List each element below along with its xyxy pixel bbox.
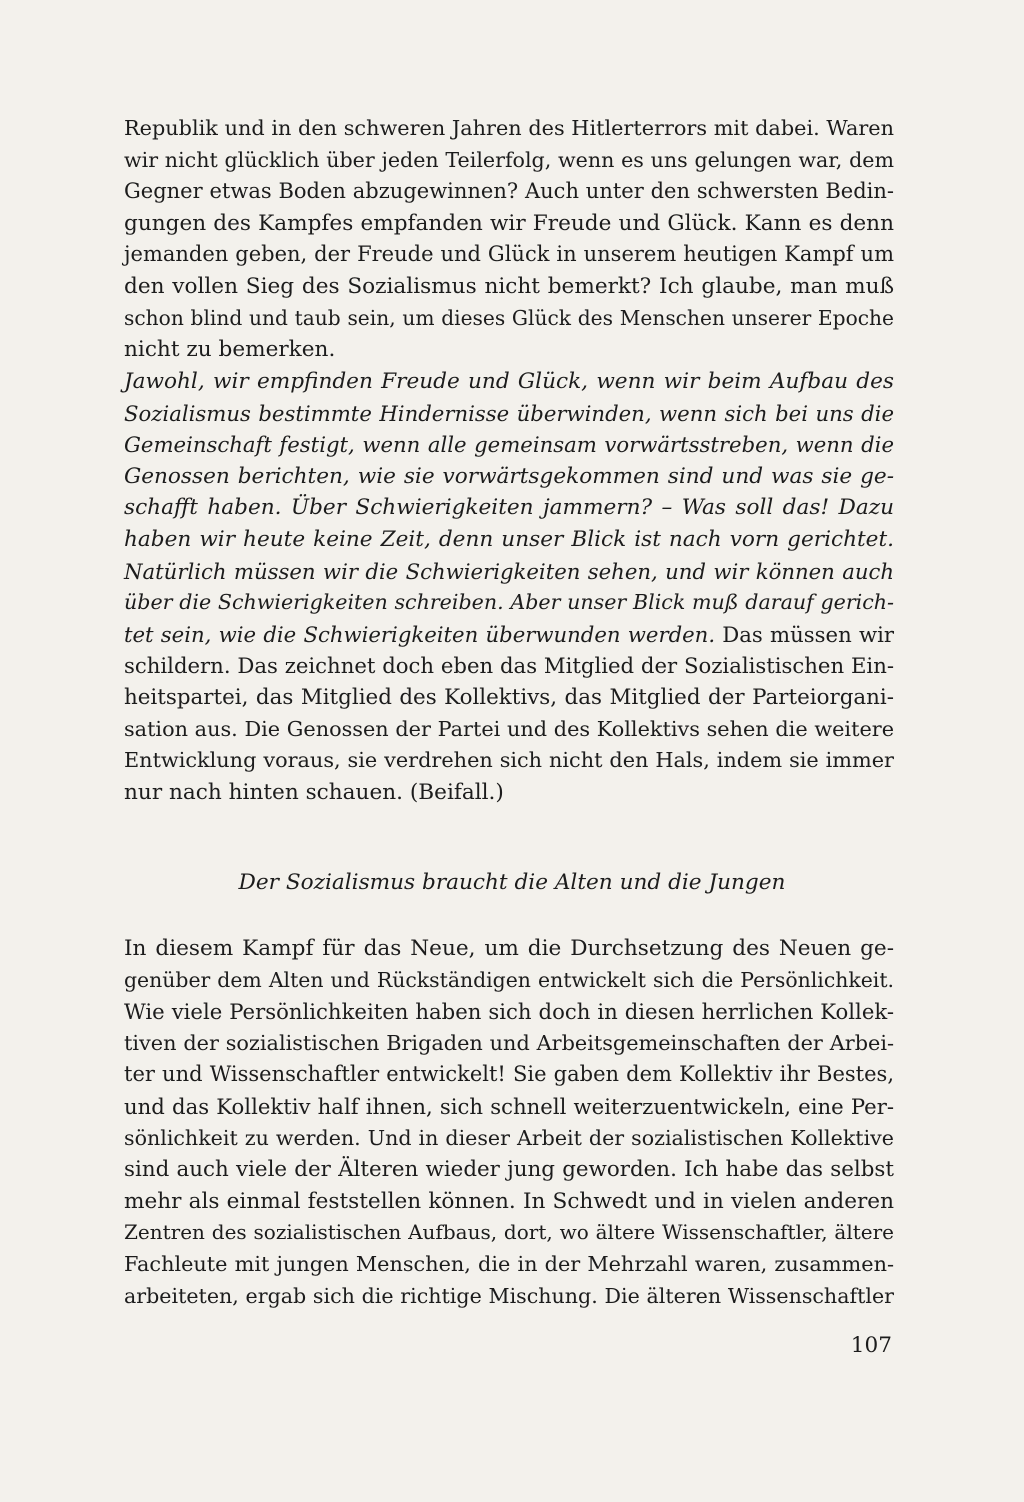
text-line: sind auch viele der Älteren wieder jung geworden. Ich habe das selbst bbox=[124, 1157, 894, 1183]
text-line bbox=[124, 461, 894, 493]
text-line bbox=[124, 650, 894, 682]
text-line: ter und Wissenschaftler entwickelt! Sie gaben dem Kollektiv ihr Bestes, bbox=[124, 1062, 894, 1087]
text-line: und das Kollektiv half ihnen, sich schnell weiterzuentwickeln, eine Per- bbox=[124, 1093, 894, 1119]
text-line bbox=[124, 619, 894, 651]
text-line bbox=[124, 587, 894, 619]
text-line bbox=[124, 524, 894, 556]
italic-text: Jawohl, wir empfinden Freude und Glück, wenn wir beim Aufbau des bbox=[124, 369, 894, 394]
text-line: schon blind und taub sein, um dieses Glück des Menschen unserer Epoche bbox=[124, 305, 894, 330]
text-line: Wie viele Persönlichkeiten haben sich doch in diesen herrlichen Kollek- bbox=[124, 999, 894, 1025]
text-line: Gegner etwas Boden abzugewinnen? Auch unter den schwersten Bedin- bbox=[124, 179, 894, 204]
text-line bbox=[124, 366, 894, 398]
text-line bbox=[124, 556, 894, 588]
italic-text: Gemeinschaft festigt, wenn alle gemeinsam vorwärtsstreben, wenn die bbox=[124, 432, 894, 458]
page-number: 107 bbox=[850, 1333, 892, 1358]
text-line: In diesem Kampf für das Neue, um die Durchsetzung des Neuen ge- bbox=[124, 936, 894, 961]
text-line: Zentren des sozialistischen Aufbaus, dort, wo ältere Wissenschaftler, ältere bbox=[124, 1220, 894, 1245]
text-line bbox=[124, 777, 894, 809]
italic-text: tet sein, wie die Schwierigkeiten überwunden werden. bbox=[124, 621, 716, 647]
text-line: Republik und in den schweren Jahren des Hitlerterrors mit dabei. Waren bbox=[124, 116, 894, 140]
paragraph-3 bbox=[124, 933, 894, 1312]
roman-text: sation aus. Die Genossen der Partei und des Kollektivs sehen die weitere bbox=[124, 716, 894, 741]
text-line: nicht zu bemerken. bbox=[124, 337, 336, 363]
italic-text: haben wir heute keine Zeit, denn unser Blick ist nach vorn gerichtet. bbox=[124, 526, 894, 552]
text-line: tiven der sozialistischen Brigaden und Arbeitsgemeinschaften der Arbei- bbox=[124, 1030, 894, 1055]
text-line: Fachleute mit jungen Menschen, die in der Mehrzahl waren, zusammen- bbox=[124, 1251, 894, 1276]
text-line bbox=[124, 714, 894, 746]
roman-text: nur nach hinten schauen. (Beifall.) bbox=[124, 779, 504, 805]
text-line bbox=[124, 398, 894, 430]
text-line: gungen des Kampfes empfanden wir Freude und Glück. Kann es denn bbox=[124, 210, 894, 236]
paragraph-2 bbox=[124, 366, 894, 808]
section-heading: Der Sozialismus braucht die Alten und die Jungen bbox=[238, 870, 786, 895]
text-line: den vollen Sieg des Sozialismus nicht bemerkt? Ich glaube, man muß bbox=[124, 273, 894, 299]
italic-text: Genossen berichten, wie sie vorwärtsgekommen sind und was sie ge- bbox=[124, 463, 894, 489]
text-line bbox=[124, 429, 894, 461]
text-line: wir nicht glücklich über jeden Teilerfolg, wenn es uns gelungen war, dem bbox=[124, 147, 894, 172]
text-line bbox=[124, 492, 894, 524]
italic-text: Natürlich müssen wir die Schwierigkeiten sehen, und wir können auch bbox=[124, 558, 894, 584]
roman-text: heitspartei, das Mitglied des Kollektivs, das Mitglied der Parteiorgani- bbox=[124, 684, 894, 710]
roman-text: Entwicklung voraus, sie verdrehen sich nicht den Hals, indem sie immer bbox=[124, 748, 894, 773]
text-line: mehr als einmal feststellen können. In Schwedt und in vielen anderen bbox=[124, 1188, 894, 1214]
italic-text: schafft haben. Über Schwierigkeiten jammern? – Was soll das! Dazu bbox=[124, 495, 894, 521]
text-line: sönlichkeit zu werden. Und in dieser Arbeit der sozialistischen Kollektive bbox=[124, 1125, 894, 1150]
text-line bbox=[124, 745, 894, 777]
italic-text: über die Schwierigkeiten schreiben. Aber unser Blick muß darauf gerich- bbox=[124, 590, 894, 615]
text-line: genüber dem Alten und Rückständigen entwickelt sich die Persönlichkeit. bbox=[124, 967, 894, 992]
italic-text: Sozialismus bestimmte Hindernisse überwinden, wenn sich bei uns die bbox=[124, 400, 894, 426]
paragraph-1 bbox=[124, 113, 894, 366]
text-line bbox=[124, 682, 894, 714]
text-line: jemanden geben, der Freude und Glück in unserem heutigen Kampf um bbox=[124, 242, 894, 267]
roman-text: schildern. Das zeichnet doch eben das Mitglied der Sozialistischen Ein- bbox=[124, 653, 894, 679]
text-line: arbeiteten, ergab sich die richtige Mischung. Die älteren Wissenschaftler bbox=[124, 1283, 894, 1308]
roman-text: Das müssen wir bbox=[715, 621, 894, 647]
